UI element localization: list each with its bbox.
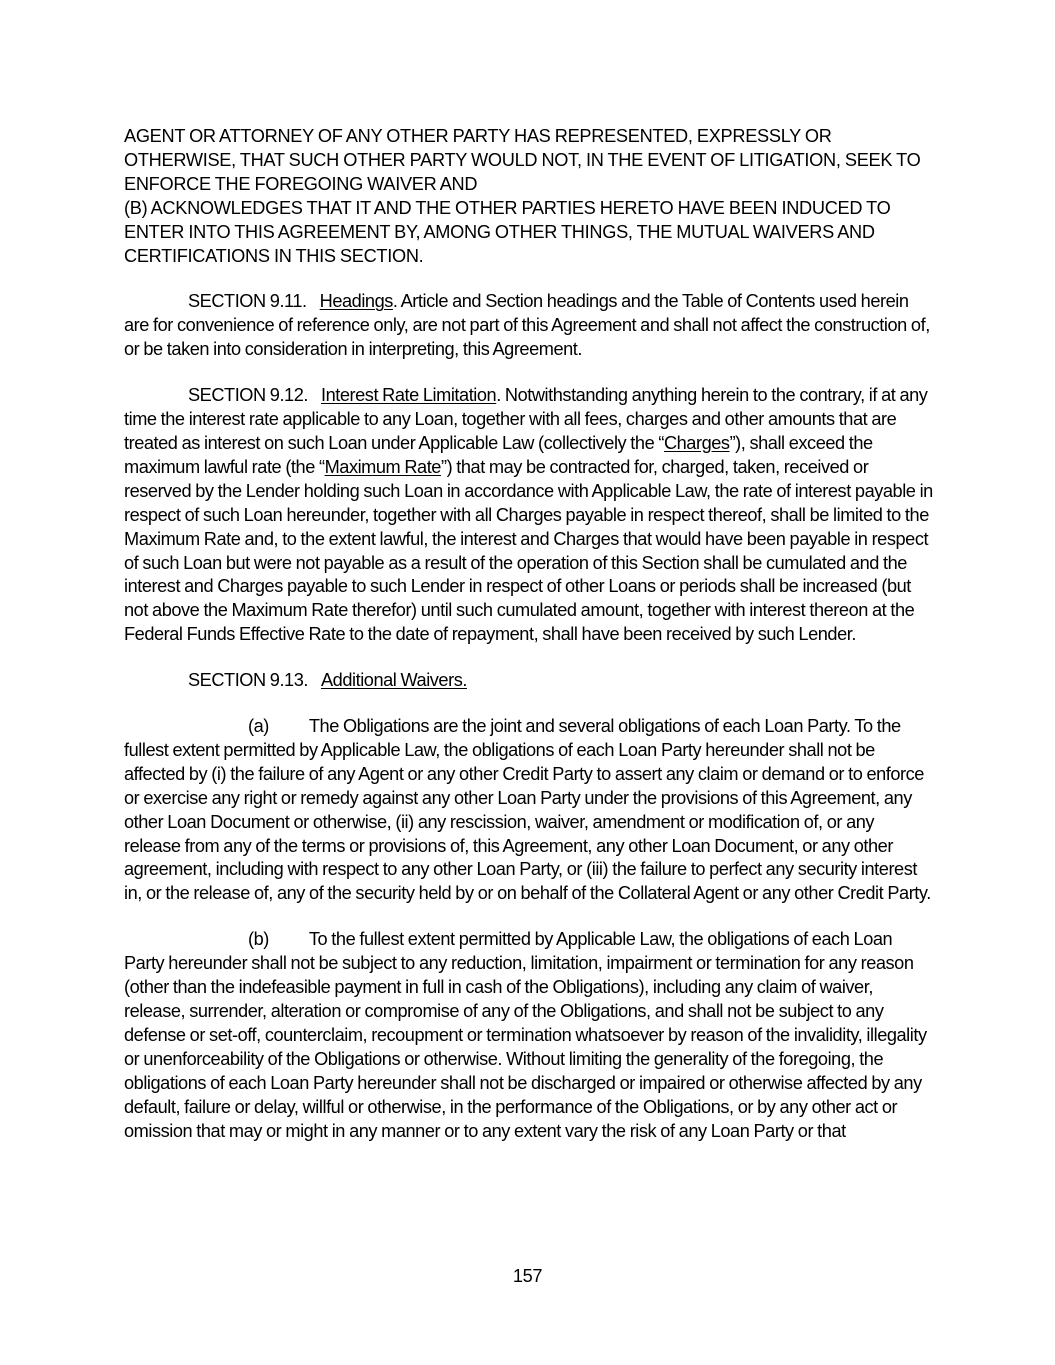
waiver-caps-paragraph (124, 125, 934, 268)
section-9-13-heading: Additional Waivers. (321, 670, 467, 691)
paragraph-b-label: (b) (248, 929, 269, 950)
section-9-13 (124, 669, 934, 693)
paragraph-b-text: To the fullest extent permitted by Applicable Law, the obligations of each Loan Party hereunder shall not be subject to any reduction, limitation, impairment or termination for any reason (other than the indefeasible payment in full in cash of the Obligations), including any claim of waiver, release, surrender, alteration or compromise of any of the Obligations, and shall not be subject to any defense or set-off, counterclaim, recoupment or termination whatsoever by reason of the invalidity, illegality or unenforceability of the Obligations or otherwise. Without limiting the generality of the foregoing, the obligations of each Loan Party hereunder shall not be discharged or impaired or otherwise affected by any default, failure or delay, willful or otherwise, in the performance of the Obligations, or by any other act or omission that may or might in any manner or to any extent vary the risk of any Loan Party or that (124, 929, 927, 1141)
waiver-caps-text: AGENT OR ATTORNEY OF ANY OTHER PARTY HAS REPRESENTED, EXPRESSLY OR OTHERWISE, THAT SUCH OTHER PARTY WOULD NOT, IN THE EVENT OF LITIGATION, SEEK TO ENFORCE THE FOREGOING WAIVER AND (124, 126, 921, 194)
section-9-11 (124, 290, 934, 362)
section-9-11-text: . Article and Section headings and the Table of Contents used herein are for convenience of reference only, are not part of this Agreement and shall not affect the construction of, or be taken into consideration in interpreting, this Agreement. (124, 291, 930, 360)
paragraph-a-label: (a) (248, 716, 269, 737)
charges-defined-term: Charges (663, 432, 730, 453)
paragraph-a-text: The Obligations are the joint and several obligations of each Loan Party. To the fullest extent permitted by Applicable Law, the obligations of each Loan Party hereunder shall not be affected by (i) the failure of any Agent or any other Credit Party to assert any claim or demand or to enforce or exercise any right or remedy against any other Loan Party under the provisions of this Agreement, any other Loan Document or otherwise, (ii) any rescission, waiver, amendment or modification of, or any release from any of the terms or provisions of, this Agreement, any other Loan Document, or any other agreement, including with respect to any other Loan Party, or (iii) the failure to perfect any security interest in, or the release of, any of the security held by or on behalf of the Collateral Agent or any other Credit Party. (124, 716, 931, 904)
section-9-11-number: SECTION 9.11. (188, 291, 307, 312)
section-9-12-heading: Interest Rate Limitation (321, 385, 497, 406)
section-9-13-number: SECTION 9.13. (188, 670, 308, 691)
section-9-12-number: SECTION 9.12. (188, 385, 308, 406)
section-9-12-text-3: ”) that may be contracted for, charged, taken, received or reserved by the Lender holding such Loan in accordance with Applicable Law, the rate of interest payable in respect of such Loan hereunder, together with all Charges payable in respect thereof, shall be limited to the Maximum Rate and, to the extent lawful, the interest and Charges that would have been payable in respect of such Loan but were not payable as a result of the operation of this Section shall be cumulated and the interest and Charges payable to such Lender in respect of other Loans or periods shall be increased (but not above the Maximum Rate therefor) until such cumulated amount, together with interest thereon at the Federal Funds Effective Rate to the date of repayment, shall have been received by such Lender. (124, 456, 933, 645)
section-9-12-text-1: . Notwithstanding anything herein to the contrary, if at any time the interest rate applicable to any Loan, together with all fees, charges and other amounts that are treated as interest on such Loan under Applicable Law (collectively the “ (124, 385, 928, 453)
waiver-caps-text-b: (B) ACKNOWLEDGES THAT IT AND THE OTHER PARTIES HERETO HAVE BEEN INDUCED TO ENTER INTO THIS AGREEMENT BY, AMONG OTHER THINGS, THE MUTUAL WAIVERS AND CERTIFICATIONS IN THIS SECTION. (124, 197, 891, 266)
section-9-12 (124, 384, 934, 647)
document-page (124, 125, 934, 1165)
maximum-rate-defined-term: Maximum Rate (324, 456, 441, 477)
paragraph-b (124, 928, 934, 1143)
paragraph-a (124, 715, 934, 906)
section-9-12-text-2: ”), shall exceed the maximum lawful rate (the “ (124, 432, 873, 477)
section-9-11-heading: Headings (319, 291, 393, 312)
page-number: 157 (512, 1266, 543, 1286)
